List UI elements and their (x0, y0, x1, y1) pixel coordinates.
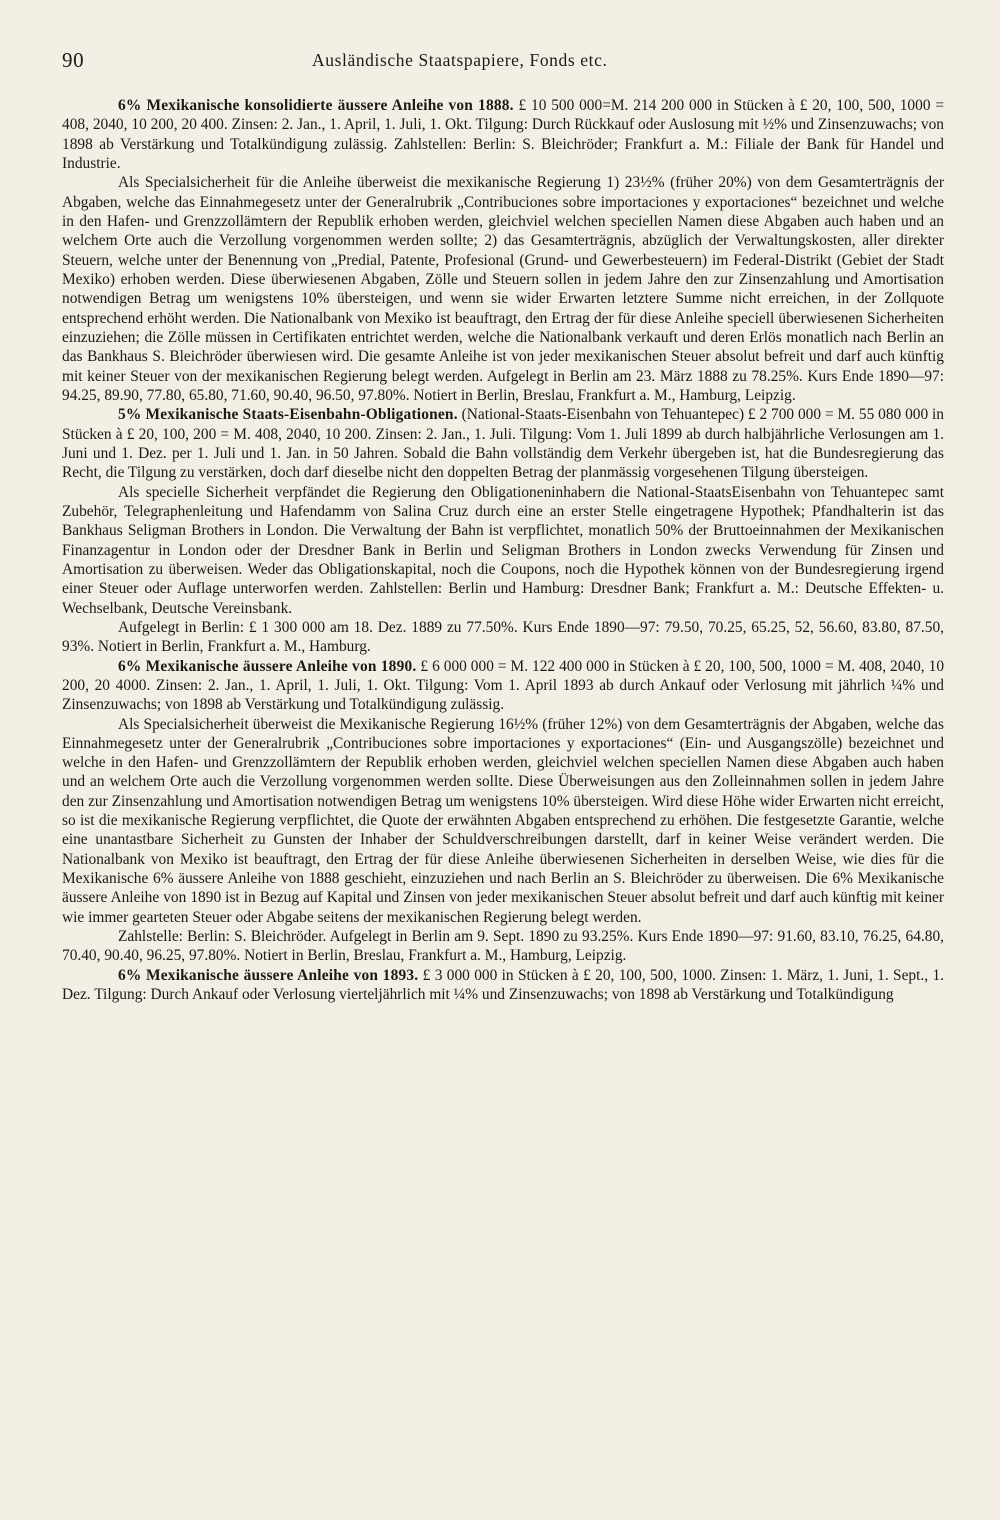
section-lead: £ 6 000 000 = M. 122 400 000 in Stücken à £ 20, 100, 500, 1000 = M. 408, 2040, 10 200, 20 4000. Zinsen: 2. Jan., 1. April, 1. Juli, 1. Okt. Tilgung: Vom 1. April 1893 ab durch Ankauf oder Verlosung mit jährlich ¼% und Zinsenzuwachs; von 1898 ab Verstärkung und Totalkündigung zulässig. (62, 657, 945, 714)
body-paragraph: Aufgelegt in Berlin: £ 1 300 000 am 18. Dez. 1889 zu 77.50%. Kurs Ende 1890—97: 79.50, 70.25, 65.25, 52, 56.60, 83.80, 87.50, 93%. Notiert in Berlin, Frankfurt a. M., Hamburg. (62, 618, 944, 656)
running-title: Ausländische Staatspapiere, Fonds etc. (312, 50, 608, 70)
body-paragraph: Als Specialsicherheit überweist die Mexikanische Regierung 16½% (früher 12%) von dem Gesamterträgnis der Abgaben, welche das Einnahmegesetz unter der Generalrubrik „Contribuciones sobre importaciones y exportaciones“ (Ein- und Ausgangszölle) bezeichnet und welche in den Hafen- und Grenzzollämtern der Republik erhoben werden, gleichviel welchen speciellen Namen diese Abgaben auch haben und an welchem Orte auch die Verzollung vorgenommen werden sollte. Diese Überweisungen aus den Zolleinnahmen sollen in jedem Jahre den zur Zinsenzahlung und Amortisation notwendigen Betrag um wenigstens 10% übersteigen. Wird diese Höhe wider Erwarten nicht erreicht, so ist die mexikanische Regierung verpflichtet, die Quote der erwähnten Abgaben entsprechend zu erhöhen. Die festgesetzte Garantie, welche eine unantastbare Sicherheit zu Gunsten der Inhaber der Schuldverschreibungen darstellt, darf in keiner Weise verändert werden. Die Nationalbank von Mexiko ist beauftragt, den Ertrag der für diese Anleihe überwiesenen Sicherheiten in derselben Weise, wie dies für die Mexikanische 6% äussere Anleihe von 1888 geschieht, einzuziehen und nach Berlin an S. Bleichröder zu überweisen. Die 6% Mexikanische äussere Anleihe von 1890 ist in Bezug auf Kapital und Zinsen von jeder mexikanischen Steuer absolut befreit und darf auch künftig mit keiner wie immer gearteten Steuer oder Abgabe seitens der mexikanischen Regierung belegt werden. (62, 715, 944, 926)
body-paragraph: Zahlstelle: Berlin: S. Bleichröder. Aufgelegt in Berlin am 9. Sept. 1890 zu 93.25%. Kurs Ende 1890—97: 91.60, 83.10, 76.25, 64.80, 70.40, 90.40, 96.25, 97.80%. Notiert in Berlin, Breslau, Frankfurt a. M., Hamburg, Leipzig. (62, 928, 944, 965)
page-number: 90 (62, 48, 85, 72)
section-title: 6% Mexikanische äussere Anleihe von 1893. (118, 966, 419, 984)
section-title: 6% Mexikanische konsolidierte äussere Anleihe von 1888. (118, 97, 514, 114)
section-title: 5% Mexikanische Staats-Eisenbahn-Obligationen. (118, 406, 458, 424)
section-lead-paragraph (62, 96, 944, 173)
section-lead: £ 10 500 000=M. 214 200 000 in Stücken à £ 20, 100, 500, 1000 = 408, 2040, 10 200, 20 400. Zinsen: 2. Jan., 1. April, 1. Juli, 1. Okt. Tilgung: Durch Rückkauf oder Auslosung mit ½% und Zinsenzuwachs; von 1898 ab Verstärkung und Totalkündigung zulässig. Zahlstellen: Berlin: S. Bleichröder; Frankfurt a. M.: Filiale der Bank für Handel und Industrie. (62, 97, 944, 172)
running-header (62, 48, 944, 76)
body-paragraph: Als Specialsicherheit für die Anleihe überweist die mexikanische Regierung 1) 23½% (früher 20%) von dem Gesamterträgnis der Abgaben, welche das Einnahmegesetz unter der Generalrubrik „Contribuciones sobre importaciones y exportaciones“ bezeichnet und welche in den Hafen- und Grenzzollämtern der Republik erhoben werden, gleichviel welchen speciellen Namen diese Abgaben auch haben und an welchem Orte auch die Verzollung vorgenommen werden sollte; 2) das Gesamterträgnis, abzüglich der Verwaltungskosten, aller direkter Steuern, welche unter der Benennung von „Predial, Patente, Profesional (Grund- und Gewerbesteuern) im Federal-Distrikt (Gebiet der Stadt Mexiko) erhoben werden. Diese überwiesenen Abgaben, Zölle und Steuern sollen in jedem Jahre den zur Zinsenzahlung und Amortisation notwendigen Betrag um wenigstens 10% übersteigen, und wenn sie wider Erwarten letztere Summe nicht erreichen, in der Zollquote entsprechend erhöht werden. Die Nationalbank von Mexiko ist beauftragt, den Ertrag der für diese Anleihe speciell überwiesenen Sicherheiten einzuziehen; die Zölle müssen in Certifikaten entrichtet werden, welche die Nationalbank verkauft und deren Erlös monatlich nach Berlin an das Bankhaus S. Bleichröder überwiesen wird. Die gesamte Anleihe ist von jeder mexikanischen Steuer absolut befreit und darf auch künftig mit keiner Steuer von der mexikanischen Regierung belegt werden. Aufgelegt in Berlin am 23. März 1888 zu 78.25%. Kurs Ende 1890—97: 94.25, 89.90, 77.80, 65.80, 71.60, 90.40, 96.50, 97.80%. Notiert in Berlin, Breslau, Frankfurt a. M., Hamburg, Leipzig. (62, 174, 944, 404)
section-lead: £ 3 000 000 in Stücken à £ 20, 100, 500, 1000. Zinsen: 1. März, 1. Juni, 1. Sept., 1. Dez. Tilgung: Durch Ankauf oder Verlosung vierteljährlich mit ¼% und Zinsenzuwachs; von 1898 ab Verstärkung und Totalkündigung (62, 966, 944, 1004)
section-lead-paragraph (62, 405, 944, 482)
body-paragraph: Als specielle Sicherheit verpfändet die Regierung den Obligationeninhabern die National-StaatsEisenbahn von Tehuantepec samt Zubehör, Telegraphenleitung und Hafendamm von Salina Cruz durch eine an erster Stelle eingetragene Hypothek; Pfandhalterin ist das Bankhaus Seligman Brothers in London. Die Verwaltung der Bahn ist verpflichtet, monatlich 50% der Bruttoeinnahmen der Mexikanischen Finanzagentur in London oder der Dresdner Bank in Berlin und Seligman Brothers in London zwecks Verwendung für Zinsen und Amortisation zu überweisen. Weder das Obligationskapital, noch die Coupons, noch die Hypothek können von der Bundesregierung irgend einer Steuer oder Auflage unterworfen werden. Zahlstellen: Berlin und Hamburg: Dresdner Bank; Frankfurt a. M.: Deutsche Effekten- u. Wechselbank, Deutsche Vereinsbank. (62, 483, 944, 617)
section-lead-paragraph (62, 657, 944, 715)
section-lead-paragraph (62, 966, 944, 1005)
section-title: 6% Mexikanische äussere Anleihe von 1890. (118, 657, 417, 675)
section-lead: (National-Staats-Eisenbahn von Tehuantepec) £ 2 700 000 = M. 55 080 000 in Stücken à £ 20, 100, 200 = M. 408, 2040, 10 200. Zinsen: 2. Jan., 1. Juli. Tilgung: Vom 1. Juli 1899 ab durch halbjährliche Verlosungen am 1. Juni und 1. Dez. per 1. Juli und 1. Jan. in 50 Jahren. Sobald die Bahn vollständig dem Verkehr übergeben ist, hat die Bundesregierung das Recht, die Tilgung zu verstärken, doch darf dieselbe nicht den doppelten Betrag der planmässig vorgesehenen Tilgung übersteigen. (62, 406, 944, 482)
body-text (62, 96, 944, 1004)
